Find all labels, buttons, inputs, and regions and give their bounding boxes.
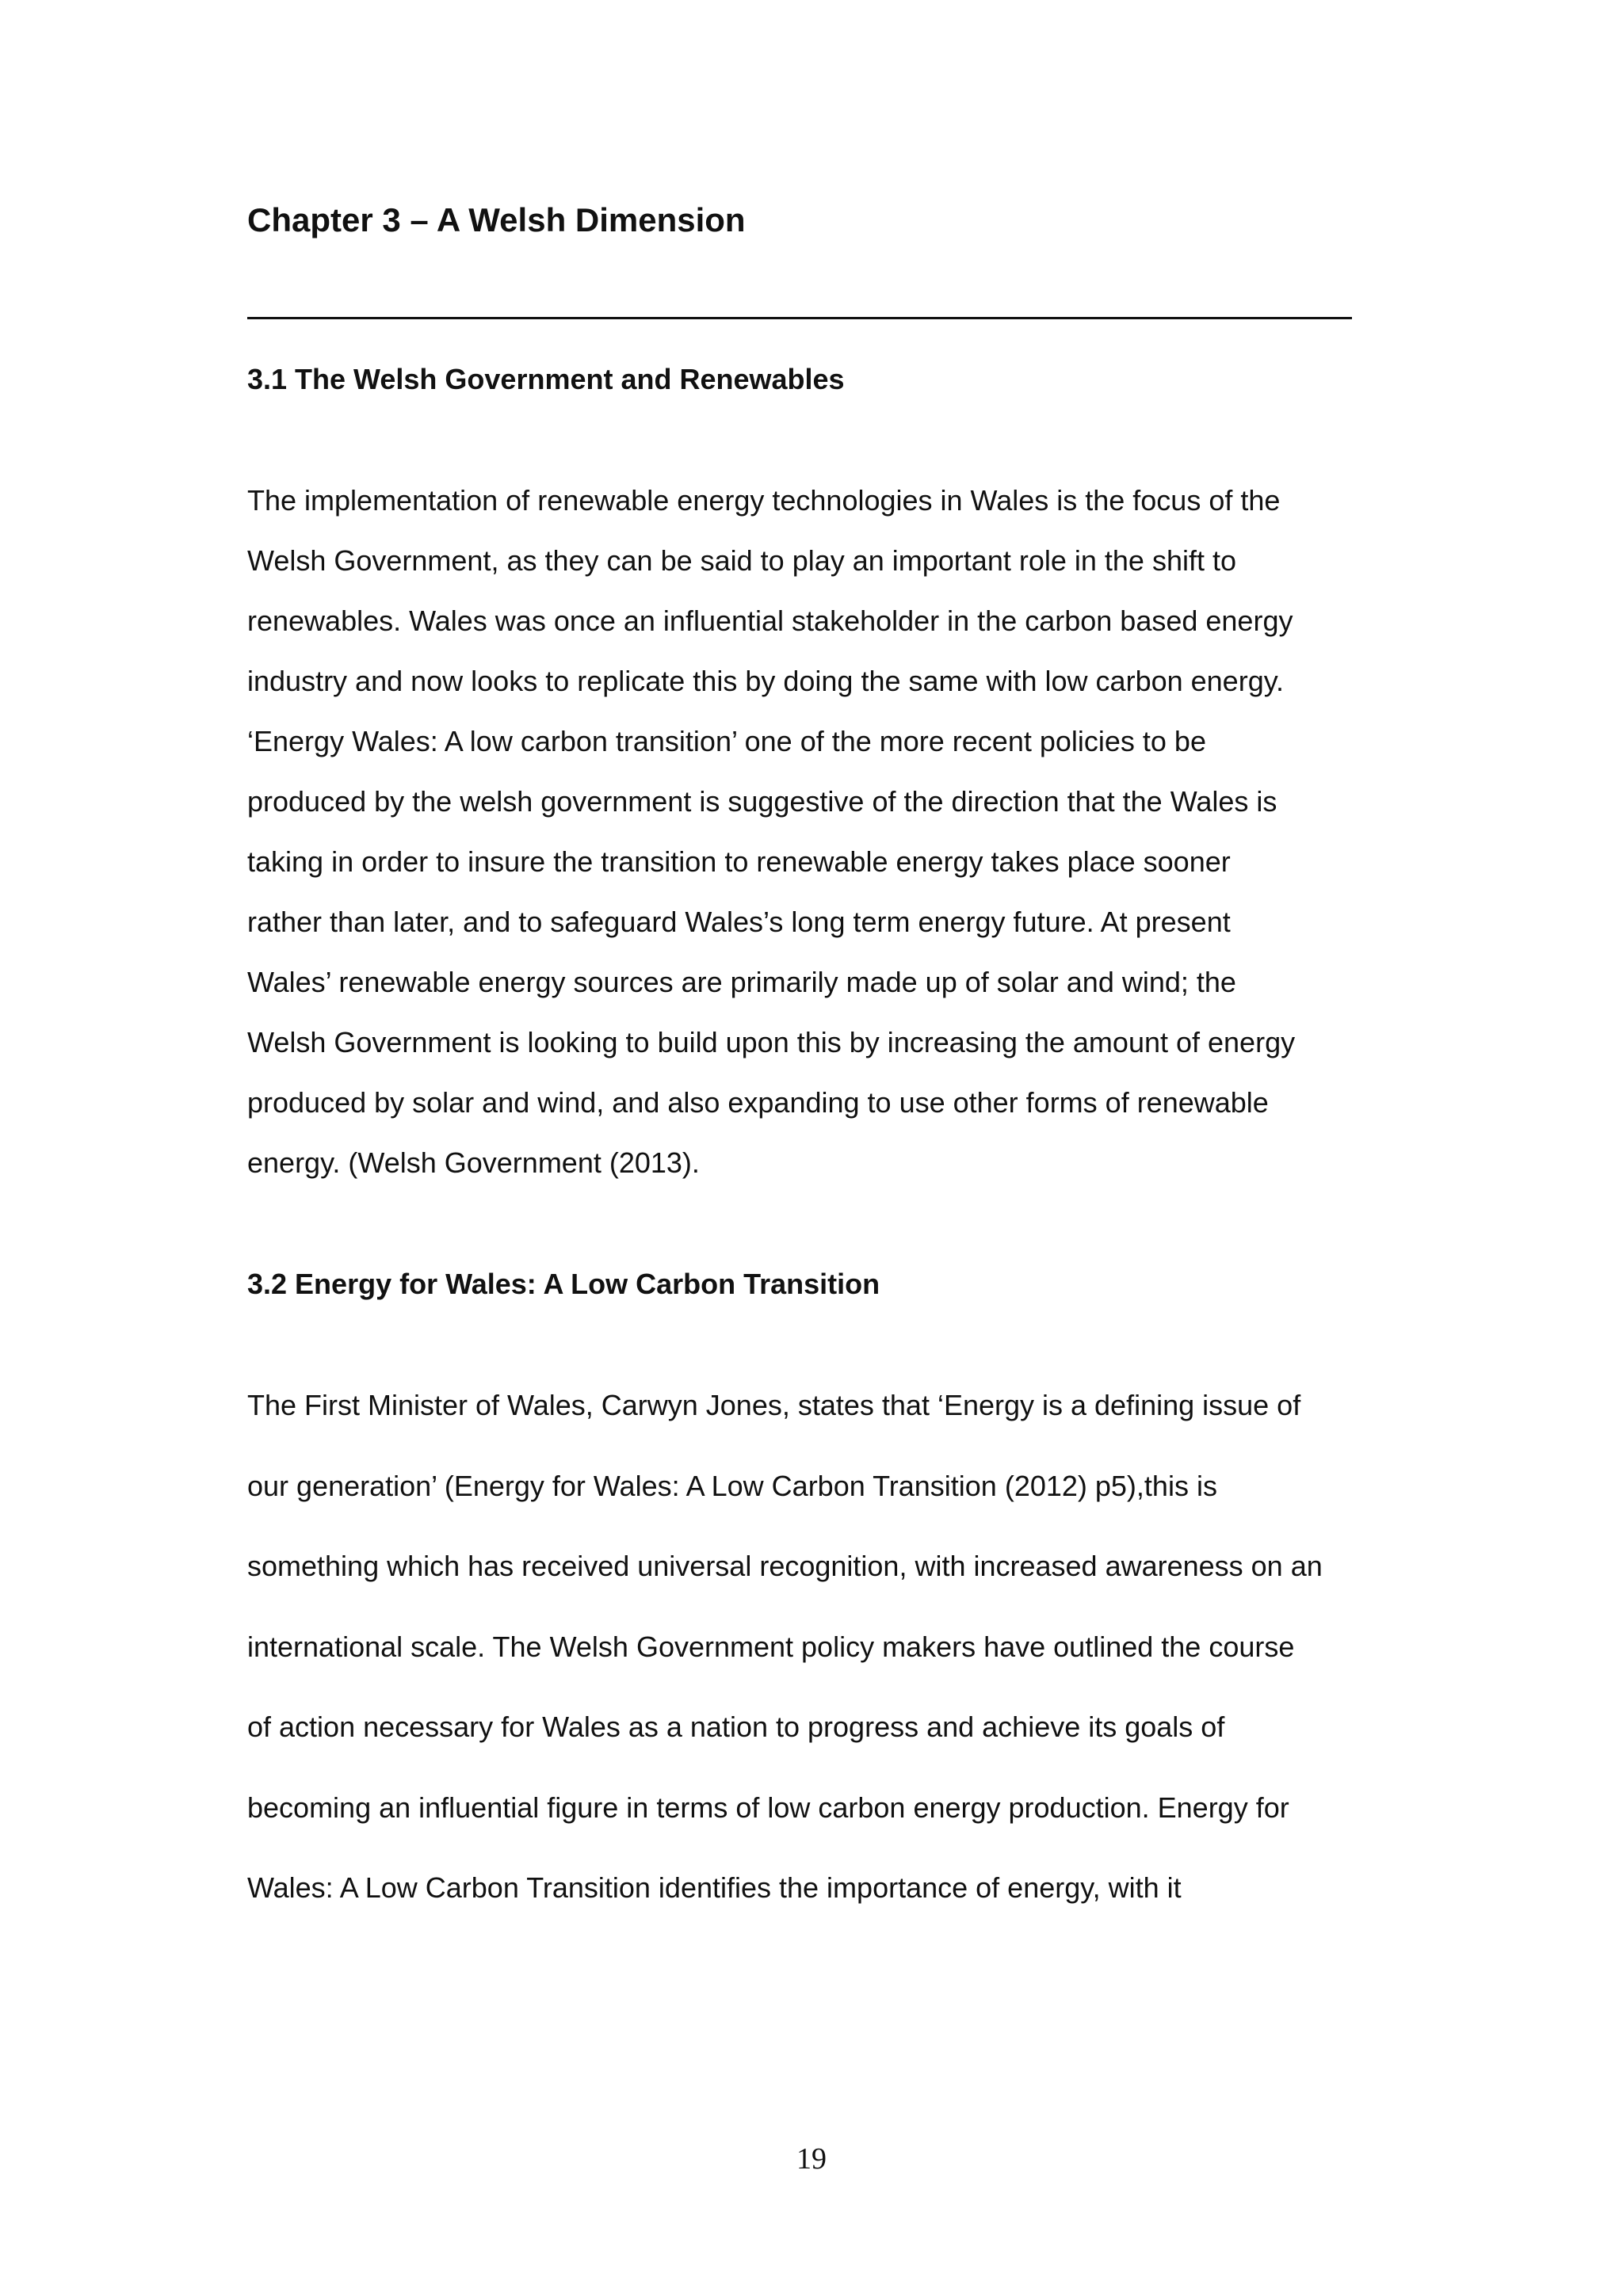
- paragraph-line: renewables. Wales was once an influential stakeholder in the carbon based energy: [247, 605, 1293, 637]
- paragraph-line: Welsh Government is looking to build upon this by increasing the amount of energy: [247, 1026, 1296, 1058]
- paragraph-line: international scale. The Welsh Government policy makers have outlined the course: [247, 1630, 1295, 1663]
- paragraph-line: The First Minister of Wales, Carwyn Jones, states that ‘Energy is a defining issue of: [247, 1389, 1301, 1421]
- section-3-2-paragraph: [247, 1383, 1396, 1947]
- paragraph-line: Wales: A Low Carbon Transition identifies the importance of energy, with it: [247, 1871, 1182, 1904]
- paragraph-line: becoming an influential figure in terms of low carbon energy production. Energy for: [247, 1791, 1289, 1824]
- paragraph-line: Wales’ renewable energy sources are primarily made up of solar and wind; the: [247, 966, 1236, 998]
- paragraph-line: rather than later, and to safeguard Wales’s long term energy future. At present: [247, 906, 1231, 938]
- paragraph-line: our generation’ (Energy for Wales: A Low Carbon Transition (2012) p5),this is: [247, 1469, 1217, 1502]
- horizontal-rule: [247, 317, 1352, 319]
- paragraph-line: of action necessary for Wales as a nation to progress and achieve its goals of: [247, 1711, 1225, 1743]
- paragraph-line: ‘Energy Wales: A low carbon transition’ one of the more recent policies to be: [247, 725, 1206, 757]
- chapter-title: Chapter 3 – A Welsh Dimension: [247, 201, 746, 238]
- section-heading-3-1: 3.1 The Welsh Government and Renewables: [247, 363, 845, 395]
- paragraph-line: taking in order to insure the transition to renewable energy takes place sooner: [247, 845, 1231, 878]
- paragraph-line: something which has received universal recognition, with increased awareness on an: [247, 1550, 1323, 1582]
- section-3-1-paragraph: [247, 479, 1396, 1201]
- paragraph-line: produced by the welsh government is suggestive of the direction that the Wales is: [247, 785, 1277, 818]
- section-heading-3-2: 3.2 Energy for Wales: A Low Carbon Transition: [247, 1268, 880, 1300]
- page-number: 19: [796, 2142, 827, 2176]
- paragraph-line: The implementation of renewable energy technologies in Wales is the focus of the: [247, 484, 1281, 517]
- paragraph-line: energy. (Welsh Government (2013).: [247, 1146, 700, 1179]
- paragraph-line: produced by solar and wind, and also expanding to use other forms of renewable: [247, 1086, 1269, 1119]
- paragraph-line: industry and now looks to replicate this by doing the same with low carbon energy.: [247, 665, 1285, 697]
- paragraph-line: Welsh Government, as they can be said to play an important role in the shift to: [247, 544, 1236, 577]
